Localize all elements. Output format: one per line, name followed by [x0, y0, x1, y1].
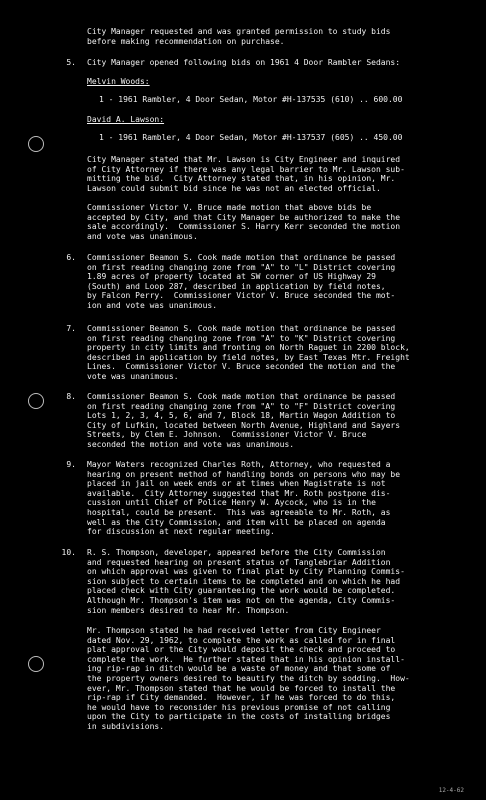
- intro-paragraph: City Manager requested and was granted permission to study bids before making recommendation on purchase.: [87, 27, 391, 46]
- item-6-paragraph: Commissioner Beamon S. Cook made motion that ordinance be passed on first reading changing zone from "A" to "L" District covering 1.89 acres of property located at SW corner of US Highway 29 (South) and Loop 287, described in application by field notes, by Falcon Perry. Commissioner Victor V. Bruce seconded the mot- ion and vote was unanimous.: [87, 253, 396, 310]
- item-8-paragraph: Commissioner Beamon S. Cook made motion that ordinance be passed on first reading changing zone from "A" to "F" District covering Lots 1, 2, 3, 4, 5, 6, and 7, Block 18, Martin Wagon Addition to City of Lufkin, located between North Avenue, Highland and Sayers Streets, by Clem E. Johnson. Commissioner Victor V. Bruce seconded the motion and vote was unanimous.: [87, 392, 401, 449]
- bid-line: 1 - 1961 Rambler, 4 Door Sedan, Motor #H-137537 (605) .. 450.00: [99, 133, 403, 142]
- bidder-name: Melvin Woods:: [87, 77, 150, 86]
- item-9-paragraph: Mayor Waters recognized Charles Roth, Attorney, who requested a hearing on present method of handling bonds on persons who may be placed in jail on week ends or at times when Magistrate is not available. City Attorney suggested that Mr. Roth postpone dis- cussion until Chief of Police Henry W. Aycock, who is in the hospital, could be present. This was agreeable to Mr. Roth, as well as the City Commission, and item will be placed on agenda for discussion at next regular meeting.: [87, 460, 401, 537]
- item-number: 9.: [66, 460, 76, 469]
- item-number: 8.: [66, 392, 76, 401]
- item-number: 5.: [66, 58, 76, 67]
- bidder-name: David A. Lawson:: [87, 115, 165, 124]
- punch-hole-bottom-icon: [28, 656, 44, 672]
- bid-line: 1 - 1961 Rambler, 4 Door Sedan, Motor #H-137535 (610) .. 600.00: [99, 95, 403, 104]
- item-10-paragraph: Mr. Thompson stated he had received letter from City Engineer dated Nov. 29, 1962, to complete the work as called for in final plat approval or the City would deposit the check and proceed to complete the work. He further stated that in his opinion install- ing rip-rap in ditch would be a waste of money and that some of the property owners desired to beautify the ditch by sodding. How- ever, Mr. Thompson stated that he would be forced to install the rip-rap if City demanded. However, if he was forced to do this, he would have to reconsider his previous promise of not calling upon the City to participate in the costs of installing bridges in subdivisions.: [87, 626, 410, 731]
- item-5-paragraph: City Manager opened following bids on 1961 4 Door Rambler Sedans:: [87, 58, 401, 67]
- item-5-paragraph: Commissioner Victor V. Bruce made motion that above bids be accepted by City, and that City Manager be authorized to make the sale accordingly. Commissioner S. Harry Kerr seconded the motion and vote was unanimous.: [87, 203, 401, 241]
- item-5-paragraph: City Manager stated that Mr. Lawson is City Engineer and inquired of City Attorney if there was any legal barrier to Mr. Lawson sub- mitting the bid. City Attorney stated that, in his opinion, Mr. Lawson could submit bid since he was not an elected official.: [87, 155, 405, 193]
- punch-hole-middle-icon: [28, 393, 44, 409]
- item-number: 10.: [61, 548, 76, 557]
- page-footer-mark: 12-4-62: [438, 787, 464, 795]
- item-10-paragraph: R. S. Thompson, developer, appeared before the City Commission and requested hearing on present status of Tanglebriar Addition on which approval was given to final plat by City Planning Commis- sion subject to certain items to be completed and on which he had placed check with City guaranteeing the work would be completed. Although Mr. Thompson's item was not on the agenda, City Commis- sion members desired to hear Mr. Thompson.: [87, 548, 405, 615]
- item-number: 6.: [66, 253, 76, 262]
- item-7-paragraph: Commissioner Beamon S. Cook made motion that ordinance be passed on first reading changing zone from "A" to "K" District covering property in city limits and fronting on North Raguet in 2200 block, described in application by field notes, by East Texas Mtr. Freight Lines. Commissioner Victor V. Bruce seconded the motion and the vote was unanimous.: [87, 324, 410, 381]
- punch-hole-top-icon: [28, 136, 44, 152]
- item-number: 7.: [66, 324, 76, 333]
